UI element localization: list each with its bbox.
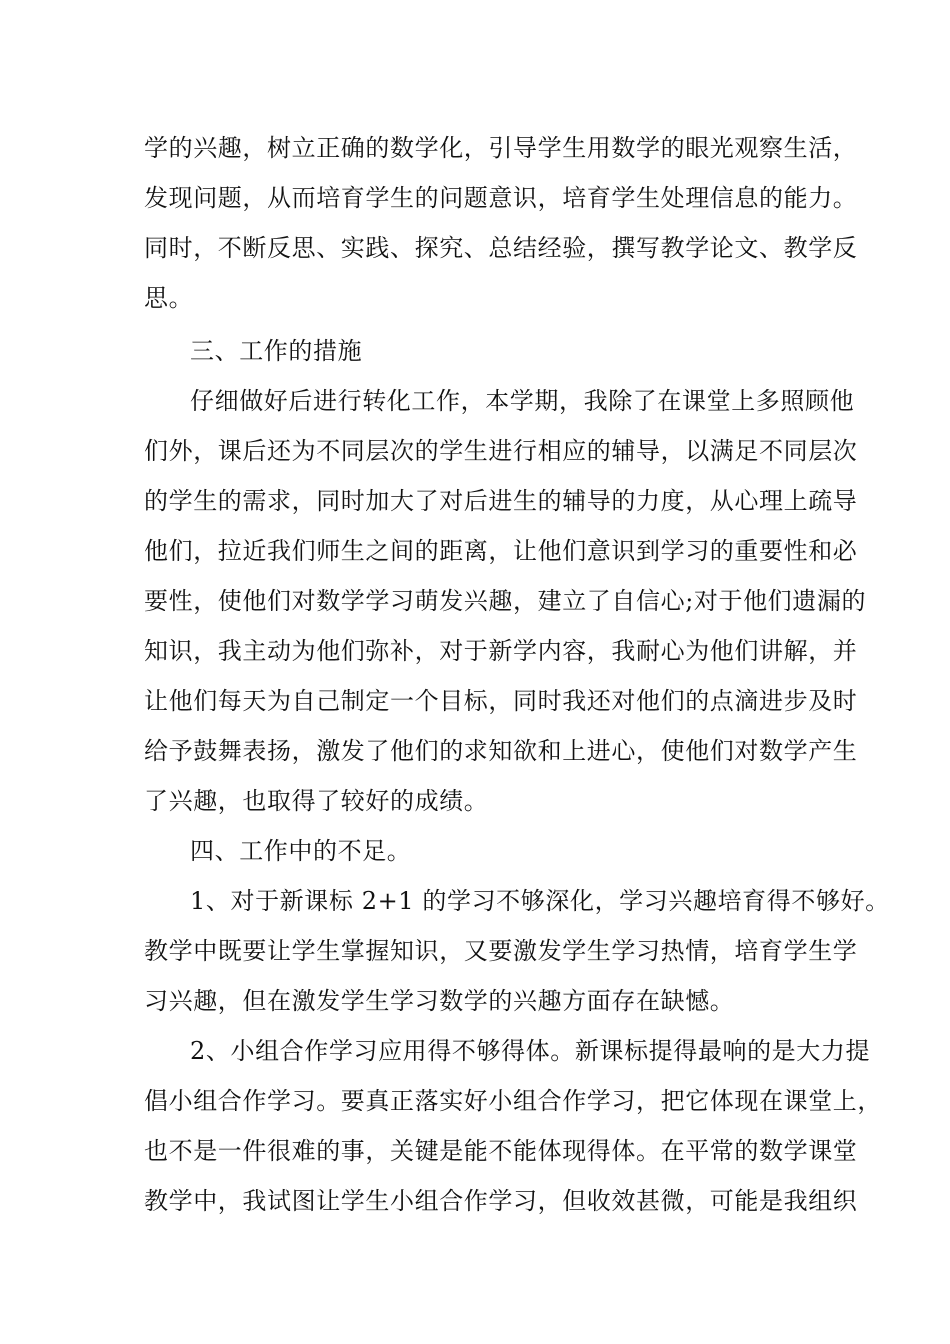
section-heading: 三、工作的措施 (190, 337, 363, 365)
text-line: 也不是一件很难的事，关键是能不能体现得体。在平常的数学课堂 (144, 1137, 858, 1165)
text-line: 知识，我主动为他们弥补，对于新学内容，我耐心为他们讲解，并 (144, 637, 858, 665)
text-line: 了兴趣，也取得了较好的成绩。 (144, 787, 489, 815)
text-line: 同时，不断反思、实践、探究、总结经验，撰写教学论文、教学反 (144, 234, 858, 262)
text-line: 教学中，我试图让学生小组合作学习，但收效甚微，可能是我组织 (144, 1187, 858, 1215)
text-line: 他们，拉近我们师生之间的距离，让他们意识到学习的重要性和必 (144, 537, 858, 565)
text-line: 给予鼓舞表扬，激发了他们的求知欲和上进心，使他们对数学产生 (144, 737, 858, 765)
text-line: 发现问题，从而培育学生的问题意识，培育学生处理信息的能力。 (144, 184, 858, 212)
text-line: 2、小组合作学习应用得不够得体。新课标提得最响的是大力提 (190, 1037, 871, 1065)
text-line: 思。 (144, 284, 194, 312)
section-heading: 四、工作中的不足。 (190, 837, 412, 865)
text-line: 倡小组合作学习。要真正落实好小组合作学习，把它体现在课堂上， (144, 1087, 882, 1115)
text-line: 仔细做好后进行转化工作，本学期，我除了在课堂上多照顾他 (190, 387, 855, 415)
text-line: 教学中既要让学生掌握知识，又要激发学生学习热情，培育学生学 (144, 937, 858, 965)
text-line: 要性，使他们对数学学习萌发兴趣，建立了自信心;对于他们遗漏的 (144, 587, 867, 615)
text-line: 让他们每天为自己制定一个目标，同时我还对他们的点滴进步及时 (144, 687, 858, 715)
text-line: 学的兴趣，树立正确的数学化，引导学生用数学的眼光观察生活， (144, 134, 858, 162)
text-line: 的学生的需求，同时加大了对后进生的辅导的力度，从心理上疏导 (144, 487, 858, 515)
text-line: 们外，课后还为不同层次的学生进行相应的辅导，以满足不同层次 (144, 437, 858, 465)
text-line: 1、对于新课标 2+1 的学习不够深化，学习兴趣培育得不够好。 (190, 887, 890, 915)
text-line: 习兴趣，但在激发学生学习数学的兴趣方面存在缺憾。 (144, 987, 735, 1015)
